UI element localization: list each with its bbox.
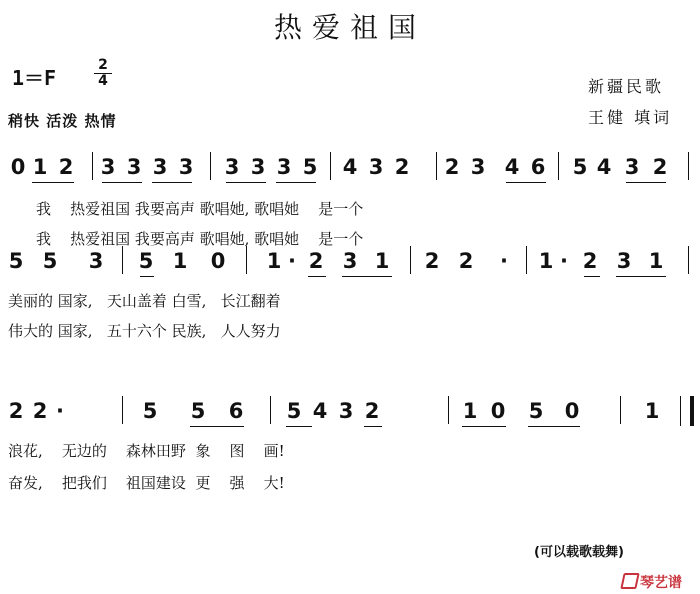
beat-underline: [286, 426, 312, 427]
beat-underline: [32, 182, 74, 183]
note: 3: [338, 399, 354, 423]
time-signature-top: 2: [98, 57, 108, 73]
note: 2: [424, 249, 440, 273]
lyric-verse-1: 美丽的 国家, 天山盖着 白雪, 长江翻着: [8, 292, 281, 310]
lyricist-credit: 王健 填词: [588, 108, 673, 127]
note: 4: [342, 155, 358, 179]
note: 2: [32, 399, 48, 423]
beat-underline: [528, 426, 580, 427]
bar-line: [448, 396, 449, 424]
performance-remark: (可以载歌载舞): [534, 545, 624, 560]
song-origin: 新疆民歌: [588, 77, 665, 96]
lyric-verse-2: 奋发, 把我们 祖国建设 更 强 大!: [8, 474, 285, 492]
note: 1: [172, 249, 188, 273]
note: 2: [58, 155, 74, 179]
note: ·: [500, 249, 508, 273]
note: 3: [100, 155, 116, 179]
note: ·: [288, 249, 296, 273]
note: ·: [56, 399, 64, 423]
bar-line: [526, 246, 527, 274]
note: 3: [224, 155, 240, 179]
note: 2: [308, 249, 324, 273]
tempo-marking: 稍快 活泼 热情: [8, 112, 117, 130]
note: 3: [250, 155, 266, 179]
note: 5: [286, 399, 302, 423]
song-title: 热爱祖国: [273, 11, 426, 44]
note: 0: [564, 399, 580, 423]
bar-line: [410, 246, 411, 274]
final-bar-thin: [680, 396, 681, 426]
beat-underline: [364, 426, 382, 427]
bar-line: [688, 152, 689, 180]
bar-line: [688, 246, 689, 274]
bar-line: [330, 152, 331, 180]
watermark-text: 琴艺谱: [640, 575, 682, 591]
beat-underline: [506, 182, 546, 183]
note: ·: [560, 249, 568, 273]
beat-underline: [342, 276, 392, 277]
note: 3: [470, 155, 486, 179]
note: 1: [538, 249, 554, 273]
beat-underline: [276, 182, 316, 183]
beat-underline: [616, 276, 666, 277]
beat-underline: [140, 276, 154, 277]
note: 2: [444, 155, 460, 179]
bar-line: [558, 152, 559, 180]
note: 1: [266, 249, 282, 273]
bar-line: [122, 246, 123, 274]
beat-underline: [626, 182, 666, 183]
bar-line: [210, 152, 211, 180]
beat-underline: [308, 276, 326, 277]
note: 0: [210, 249, 226, 273]
note: 3: [342, 249, 358, 273]
bar-line: [122, 396, 123, 424]
note: 5: [8, 249, 24, 273]
note: 1: [644, 399, 660, 423]
bar-line: [436, 152, 437, 180]
note: 3: [368, 155, 384, 179]
note: 0: [490, 399, 506, 423]
note: 3: [616, 249, 632, 273]
note: 1: [648, 249, 664, 273]
note: 5: [572, 155, 588, 179]
note: 2: [458, 249, 474, 273]
lyric-verse-2: 我 热爱祖国 我要高声 歌唱她, 歌唱她 是一个: [36, 230, 364, 248]
note: 3: [178, 155, 194, 179]
note: 2: [652, 155, 668, 179]
lyric-verse-2: 伟大的 国家, 五十六个 民族, 人人努力: [8, 322, 281, 340]
note: 3: [88, 249, 104, 273]
note: 1: [374, 249, 390, 273]
note: 3: [126, 155, 142, 179]
note: 4: [596, 155, 612, 179]
note: 3: [624, 155, 640, 179]
bar-line: [620, 396, 621, 424]
note: 6: [228, 399, 244, 423]
beat-underline: [190, 426, 244, 427]
note: 4: [312, 399, 328, 423]
time-signature-bottom: 4: [98, 73, 108, 89]
beat-underline: [462, 426, 506, 427]
note: 3: [152, 155, 168, 179]
note: 2: [8, 399, 24, 423]
note: 5: [302, 155, 318, 179]
note: 5: [138, 249, 154, 273]
note: 2: [582, 249, 598, 273]
lyric-verse-1: 浪花, 无边的 森林田野 象 图 画!: [8, 442, 285, 460]
bar-line: [246, 246, 247, 274]
beat-underline: [102, 182, 142, 183]
note: 5: [528, 399, 544, 423]
beat-underline: [584, 276, 600, 277]
key-signature: 1＝F: [12, 66, 57, 90]
note: 0: [10, 155, 26, 179]
beat-underline: [152, 182, 192, 183]
bar-line: [270, 396, 271, 424]
note: 5: [190, 399, 206, 423]
note: 2: [394, 155, 410, 179]
beat-underline: [226, 182, 266, 183]
note: 3: [276, 155, 292, 179]
note: 2: [364, 399, 380, 423]
watermark: [622, 572, 682, 592]
final-bar-thick: [690, 396, 694, 426]
note: 1: [462, 399, 478, 423]
time-signature: [92, 58, 114, 89]
note: 1: [32, 155, 48, 179]
note: 5: [142, 399, 158, 423]
watermark-logo-icon: [620, 573, 639, 589]
lyric-verse-1: 我 热爱祖国 我要高声 歌唱她, 歌唱她 是一个: [36, 200, 364, 218]
note: 6: [530, 155, 546, 179]
note: 5: [42, 249, 58, 273]
note: 4: [504, 155, 520, 179]
bar-line: [92, 152, 93, 180]
